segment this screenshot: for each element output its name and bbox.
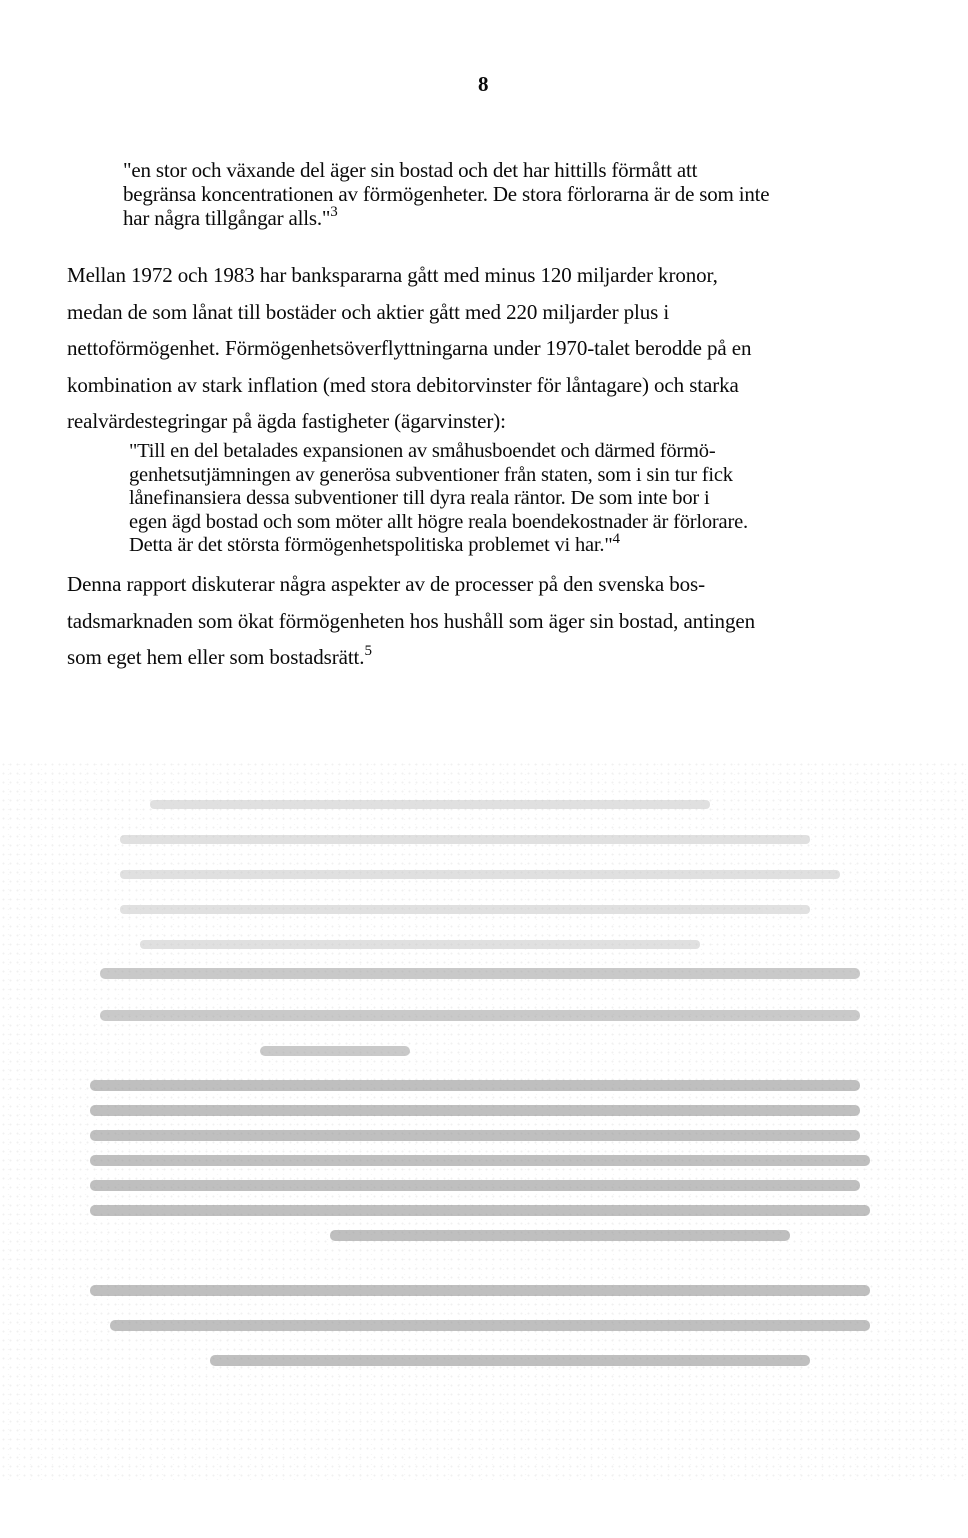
quote-2-line: egen ägd bostad och som möter allt högre reala boendekostnader är förlorare. bbox=[129, 510, 748, 533]
quote-2-line: genhetsutjämningen av generösa subventioner från staten, som i sin tur fick bbox=[129, 463, 733, 486]
body-paragraph-1 bbox=[67, 257, 917, 440]
block-quote-1 bbox=[123, 158, 913, 230]
paragraph-1-line: nettoförmögenhet. Förmögenhetsöverflyttningarna under 1970-talet berodde på en bbox=[67, 336, 752, 360]
paragraph-1-line: Mellan 1972 och 1983 har bankspararna gått med minus 120 miljarder kronor, bbox=[67, 263, 718, 287]
paragraph-2-line-text: som eget hem eller som bostadsrätt. bbox=[67, 645, 365, 669]
body-paragraph-2 bbox=[67, 566, 917, 676]
quote-1-line bbox=[123, 206, 913, 230]
quote-2-line-text: Detta är det största förmögenhetspolitiska problemet vi har." bbox=[129, 534, 613, 557]
paragraph-1-line: realvärdestegringar på ägda fastigheter (ägarvinster): bbox=[67, 409, 506, 433]
paragraph-1-line: medan de som lånat till bostäder och aktier gått med 220 miljarder plus i bbox=[67, 299, 670, 324]
paragraph-2-line bbox=[67, 639, 917, 676]
scan-speckle-texture bbox=[0, 760, 968, 1480]
footnote-ref-4: 4 bbox=[612, 531, 620, 548]
quote-1-line: begränsa koncentrationen av förmögenheter. De stora förlorarna är de som inte bbox=[123, 182, 770, 206]
paragraph-2-line: tadsmarknaden som ökat förmögenheten hos hushåll som äger sin bostad, antingen bbox=[67, 608, 755, 633]
paragraph-2-line: Denna rapport diskuterar några aspekter av de processer på den svenska bos- bbox=[67, 572, 705, 596]
footnote-ref-5: 5 bbox=[364, 643, 372, 659]
block-quote-2 bbox=[129, 440, 929, 558]
quote-1-line: "en stor och växande del äger sin bostad och det har hittills förmått att bbox=[123, 158, 698, 182]
quote-2-line: "Till en del betalades expansionen av småhusboendet och därmed förmö- bbox=[129, 440, 716, 462]
quote-1-line-text: har några tillgångar alls." bbox=[123, 206, 331, 230]
footnote-ref-3: 3 bbox=[330, 204, 338, 220]
quote-2-line: lånefinansiera dessa subventioner till dyra reala räntor. De som inte bor i bbox=[129, 487, 710, 510]
quote-2-line bbox=[129, 531, 929, 558]
page-number: 8 bbox=[478, 72, 489, 96]
paragraph-1-line: kombination av stark inflation (med stora debitorvinster för låntagare) och starka bbox=[67, 372, 739, 397]
